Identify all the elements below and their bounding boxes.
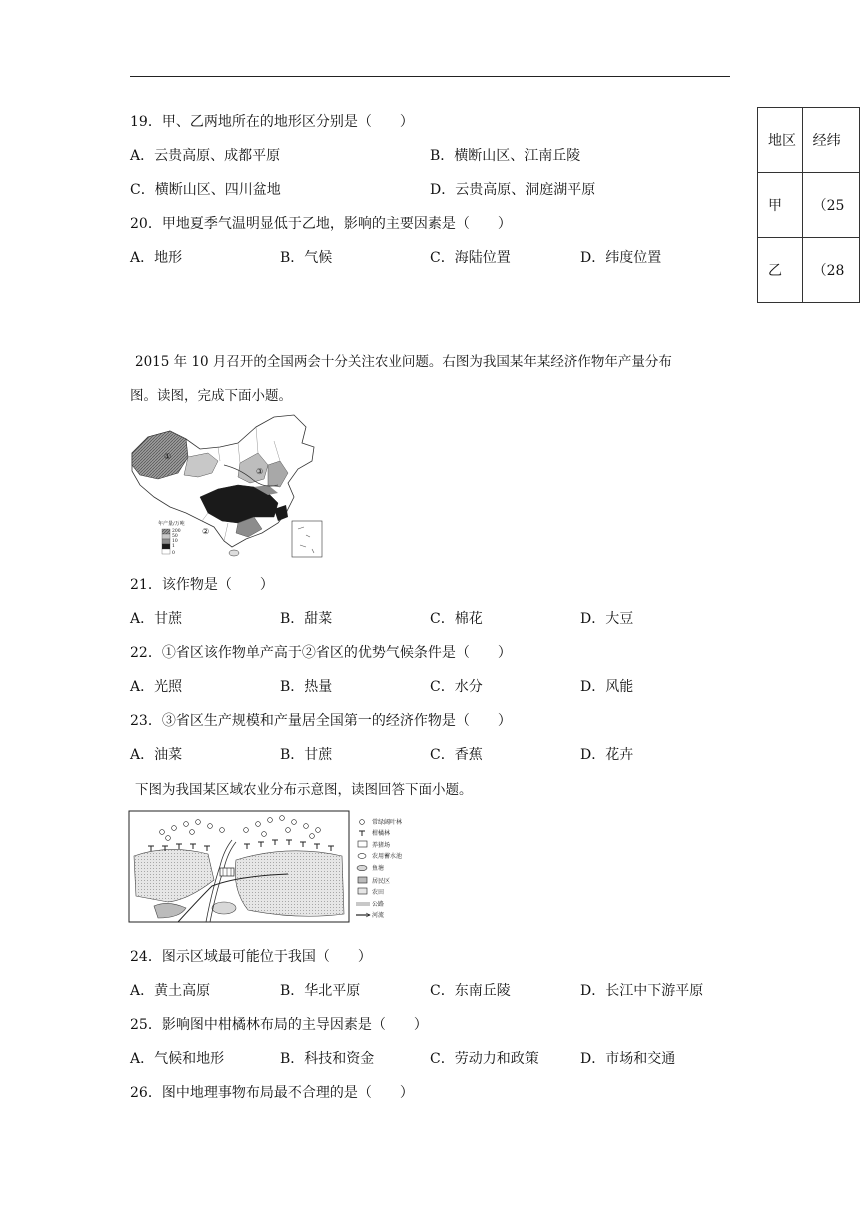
legend-value: 0 bbox=[172, 551, 175, 556]
q20-option-d: D．纬度位置 bbox=[580, 250, 662, 266]
q24-option-d: D．长江中下游平原 bbox=[580, 983, 704, 999]
legend-pig-farm: 养猪场 bbox=[372, 842, 391, 849]
map-marker-2: ② bbox=[202, 527, 210, 536]
q20-option-b: B．气候 bbox=[280, 250, 333, 266]
table-header-region: 地区 bbox=[758, 108, 803, 173]
intro2-text: 下图为我国某区域农业分布示意图，读图回答下面小题。 bbox=[135, 782, 473, 798]
q19-option-d: D．云贵高原、洞庭湖平原 bbox=[430, 182, 596, 198]
q25-stem: 25．影响图中柑橘林布局的主导因素是（ ） bbox=[130, 1017, 428, 1033]
q24-stem: 24．图示区域最可能位于我国（ ） bbox=[130, 949, 372, 965]
table-row bbox=[758, 173, 860, 238]
intro1-line1: 2015 年 10 月召开的全国两会十分关注农业问题。右图为我国某年某经济作物年产量分布 bbox=[135, 354, 672, 370]
q19-option-c: C．横断山区、四川盆地 bbox=[130, 182, 281, 198]
q22-option-a: A．光照 bbox=[130, 679, 183, 695]
table-row bbox=[758, 238, 860, 303]
q25-option-b: B．科技和资金 bbox=[280, 1051, 375, 1067]
legend-value: 1 bbox=[172, 544, 175, 549]
legend-fish-pond: 鱼塘 bbox=[372, 865, 385, 872]
q23-option-b: B．甘蔗 bbox=[280, 747, 333, 763]
q26-stem: 26．图中地理事物布局最不合理的是（ ） bbox=[130, 1085, 414, 1101]
q24-option-b: B．华北平原 bbox=[280, 983, 361, 999]
q20-option-c: C．海陆位置 bbox=[430, 250, 511, 266]
table-cell: （25 bbox=[802, 173, 859, 238]
q23-stem: 23．③省区生产规模和产量居全国第一的经济作物是（ ） bbox=[130, 713, 512, 729]
q19-option-a: A．云贵高原、成都平原 bbox=[130, 148, 281, 164]
q21-option-a: A．甘蔗 bbox=[130, 611, 183, 627]
q25-option-a: A．气候和地形 bbox=[130, 1051, 225, 1067]
legend-reservoir: 农用蓄水池 bbox=[372, 853, 403, 860]
table-row bbox=[758, 108, 860, 173]
table-cell: 甲 bbox=[758, 173, 803, 238]
legend-road: 公路 bbox=[372, 901, 385, 908]
q22-option-c: C．水分 bbox=[430, 679, 483, 695]
legend-value: 200 bbox=[172, 529, 181, 534]
map-marker-1: ① bbox=[164, 452, 172, 461]
table-header-coords: 经纬 bbox=[802, 108, 859, 173]
q21-option-d: D．大豆 bbox=[580, 611, 634, 627]
legend-value: 50 bbox=[172, 534, 178, 539]
q21-option-c: C．棉花 bbox=[430, 611, 483, 627]
q22-option-b: B．热量 bbox=[280, 679, 333, 695]
q22-option-d: D．风能 bbox=[580, 679, 634, 695]
q21-option-b: B．甜菜 bbox=[280, 611, 333, 627]
legend-evergreen: 常绿阔叶林 bbox=[372, 819, 403, 826]
q21-stem: 21．该作物是（ ） bbox=[130, 577, 274, 593]
q20-option-a: A．地形 bbox=[130, 250, 183, 266]
table-cell: （28 bbox=[802, 238, 859, 303]
q25-option-c: C．劳动力和政策 bbox=[430, 1051, 539, 1067]
header-rule bbox=[130, 76, 730, 77]
china-crop-map bbox=[128, 413, 328, 559]
legend-river: 河流 bbox=[372, 912, 385, 919]
intro1-line2: 图。读图，完成下面小题。 bbox=[130, 388, 292, 404]
q25-option-d: D．市场和交通 bbox=[580, 1051, 676, 1067]
q23-option-d: D．花卉 bbox=[580, 747, 634, 763]
legend-farmland: 农田 bbox=[372, 889, 385, 896]
q19-option-b: B．横断山区、江南丘陵 bbox=[430, 148, 581, 164]
q24-option-a: A．黄土高原 bbox=[130, 983, 211, 999]
legend-citrus: 柑橘林 bbox=[372, 830, 391, 837]
table-cell: 乙 bbox=[758, 238, 803, 303]
legend-residential: 居民区 bbox=[372, 878, 391, 885]
map-legend-title: 年产量/万吨 bbox=[158, 521, 185, 527]
q23-option-a: A．油菜 bbox=[130, 747, 183, 763]
q23-option-c: C．香蕉 bbox=[430, 747, 483, 763]
q20-stem: 20．甲地夏季气温明显低于乙地，影响的主要因素是（ ） bbox=[130, 216, 512, 232]
agriculture-map bbox=[128, 810, 424, 924]
map-marker-3: ③ bbox=[256, 467, 264, 476]
location-table bbox=[757, 107, 860, 303]
q19-stem: 19．甲、乙两地所在的地形区分别是（ ） bbox=[130, 114, 414, 130]
q24-option-c: C．东南丘陵 bbox=[430, 983, 511, 999]
legend-value: 10 bbox=[172, 539, 178, 544]
q22-stem: 22．①省区该作物单产高于②省区的优势气候条件是（ ） bbox=[130, 645, 512, 661]
